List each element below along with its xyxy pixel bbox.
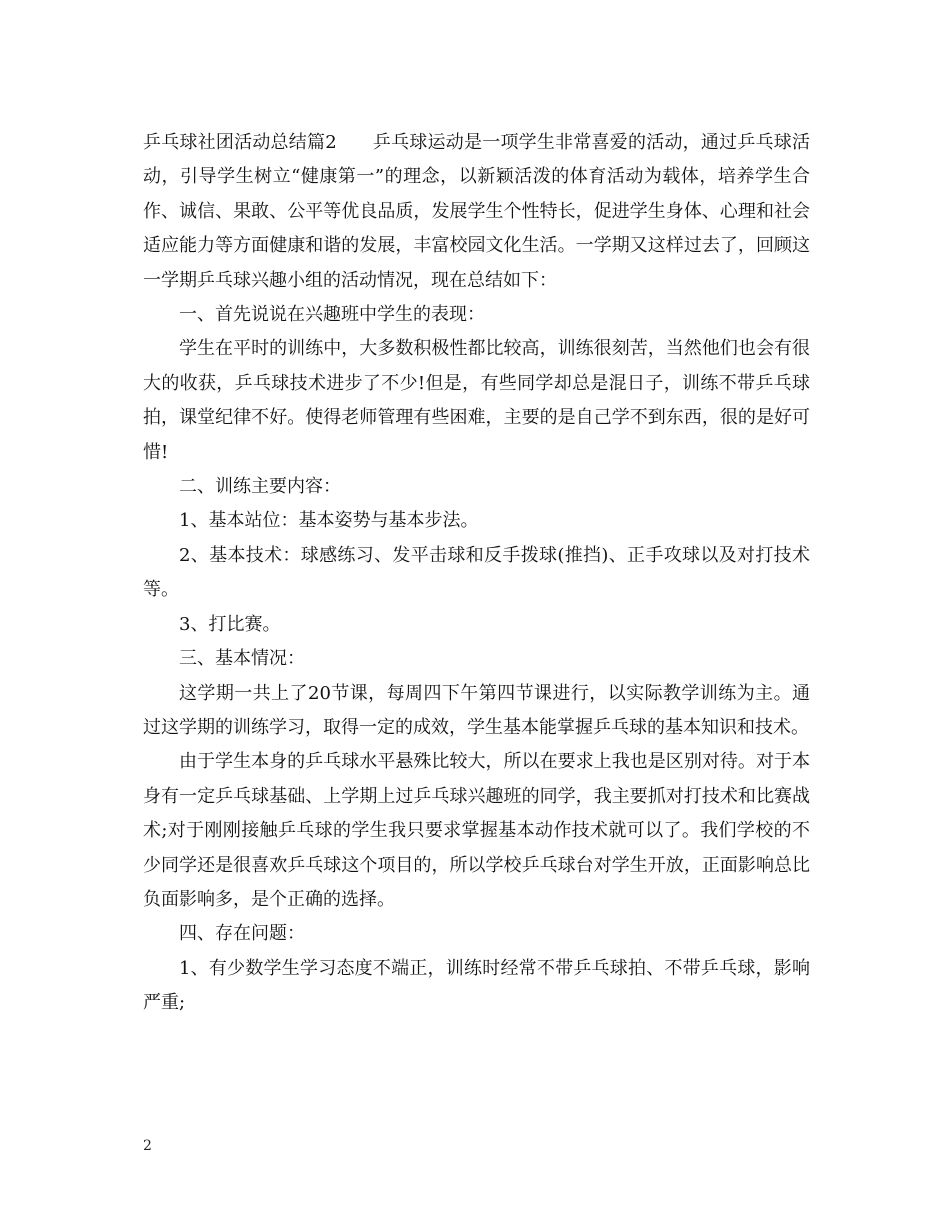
paragraph-basic-situation: 这学期一共上了20节课，每周四下午第四节课进行，以实际教学训练为主。通过这学期的训练学习，取得一定的成效，学生基本能掌握乒乓球的基本知识和技术。 [143, 682, 810, 738]
section-heading-2: 二、训练主要内容： [179, 476, 341, 498]
paragraph-student-performance: 学生在平时的训练中，大多数积极性都比较高，训练很刻苦，当然他们也会有很大的收获，乒乓球技术进步了不少!但是，有些同学却总是混日子，训练不带乒乓球拍，课堂纪律不好。使得老师管理有些困难，主要的是自己学不到东西，很的是好可惜! [143, 338, 810, 463]
list-item-basic-position: 1、基本站位：基本姿势与基本步法。 [179, 510, 479, 532]
section-heading-1: 一、首先说说在兴趣班中学生的表现： [179, 304, 485, 326]
section-heading-4: 四、存在问题： [179, 923, 305, 945]
document-title: 乒乓球社团活动总结篇2 [143, 132, 337, 153]
list-item-basic-technique: 2、基本技术：球感练习、发平击球和反手拨球(推挡)、正手攻球以及对打技术等。 [143, 544, 810, 601]
intro-text: 乒乓球运动是一项学生非常喜爱的活动，通过乒乓球活动，引导学生树立“健康第一”的理念，以新颖活泼的体育活动为载体，培养学生合作、诚信、果敢、公平等优良品质，发展学生个性特长，促进学生身体、心理和社会适应能力等方面健康和谐的发展，丰富校园文化生活。一学期又这样过去了，回顾这一学期乒乓球兴趣小组的活动情况，现在总结如下： [143, 132, 810, 291]
list-item-problem-1: 1、有少数学生学习态度不端正，训练时经常不带乒乓球拍、不带乒乓球，影响严重; [143, 957, 810, 1014]
section-heading-3: 三、基本情况： [179, 648, 305, 670]
page-number: 2 [143, 1138, 152, 1154]
paragraph-differentiated-teaching: 由于学生本身的乒乓球水平悬殊比较大，所以在要求上我也是区别对待。对于本身有一定乒乓球基础、上学期上过乒乓球兴趣班的同学，我主要抓对打技术和比赛战术;对于刚刚接触乒乓球的学生我只要求掌握基本动作技术就可以了。我们学校的不少同学还是很喜欢乒乓球这个项目的，所以学校乒乓球台对学生开放，正面影响总比负面影响多，是个正确的选择。 [143, 751, 810, 910]
list-item-match: 3、打比赛。 [179, 613, 281, 635]
document-body [143, 126, 810, 1021]
intro-paragraph [143, 126, 810, 298]
